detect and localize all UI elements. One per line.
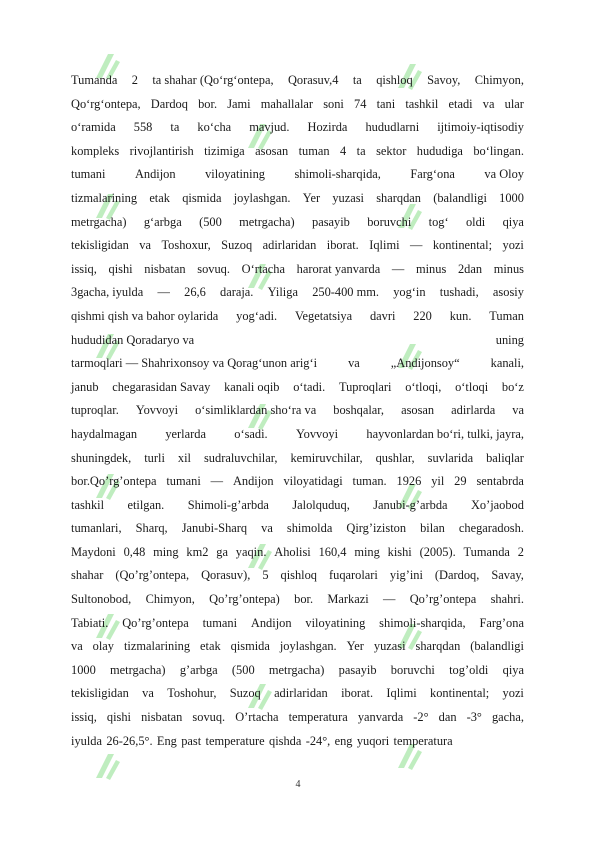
text-word: metrgacha) xyxy=(71,214,127,229)
text-word: 4 xyxy=(340,143,347,158)
text-word: Jalolquduq, xyxy=(292,497,350,512)
text-word: Eng xyxy=(156,733,177,748)
text-line xyxy=(71,423,524,447)
text-word: -24°, xyxy=(305,733,331,748)
text-line xyxy=(71,541,524,565)
text-word: Suzoq xyxy=(229,686,261,701)
text-word: viloyatidagi xyxy=(283,474,343,489)
text-word: Iqlimi xyxy=(386,686,417,701)
text-word: joylashgan. xyxy=(279,639,337,654)
text-word: o‘tloqi xyxy=(455,379,489,394)
text-word: oldi xyxy=(465,214,486,229)
text-word: temperatura xyxy=(288,710,348,725)
text-line xyxy=(71,376,524,400)
text-word: boruvchi xyxy=(367,214,412,229)
text-word: ular xyxy=(504,96,524,111)
text-word: fuqarolari xyxy=(329,568,378,583)
text-word: Sharq, xyxy=(135,521,168,536)
text-word: kun. xyxy=(449,308,472,323)
text-word: Andijon xyxy=(232,474,274,489)
text-word: 2 xyxy=(517,544,524,559)
text-word: Janubi-Sharq xyxy=(181,521,248,536)
text-line xyxy=(71,352,524,376)
text-word: sovuq. xyxy=(192,710,226,725)
text-word: suvlarida xyxy=(427,450,474,465)
text-word: kompleks xyxy=(71,143,120,158)
text-line xyxy=(71,93,524,117)
text-word: Tuproqlari xyxy=(338,379,392,394)
text-word: mavjud. xyxy=(249,120,290,135)
text-word: tashkil xyxy=(71,497,105,512)
text-word: kemiruvchilar, xyxy=(290,450,363,465)
text-word: adirlaridan xyxy=(274,686,328,701)
text-word: Yer xyxy=(302,190,321,205)
text-word: mahallalar xyxy=(260,96,314,111)
text-line xyxy=(71,612,524,636)
text-word: Iqlimi xyxy=(369,238,400,253)
text-word: 2 xyxy=(131,73,138,87)
text-word: Yovvoyi xyxy=(135,403,179,418)
text-word: hududlarni xyxy=(365,120,420,135)
text-word: qiya xyxy=(502,214,524,229)
text-word: shimoli-sharqida, xyxy=(379,615,466,630)
text-word: 5 xyxy=(262,568,269,583)
text-word: yerlarda xyxy=(165,426,206,441)
text-word: tizmalarining xyxy=(123,639,191,654)
text-word: 1000 xyxy=(499,190,524,205)
text-word: 1926 xyxy=(396,474,422,489)
text-word: yig’ini xyxy=(389,568,423,583)
text-line xyxy=(71,447,524,471)
text-word: tekisligidan xyxy=(71,238,129,253)
text-line xyxy=(71,305,524,329)
text-word: ijtimoiy-iqtisodiy xyxy=(437,120,524,135)
text-word: Aholisi xyxy=(274,544,311,559)
text-word: boshqalar, xyxy=(333,403,385,418)
text-word: Farg‘ona xyxy=(410,167,455,182)
text-word: tuman xyxy=(298,143,330,158)
text-line xyxy=(71,494,524,518)
text-word: iborat. xyxy=(326,238,359,253)
text-word: 2dan xyxy=(457,261,483,276)
text-word: bo‘lingan. xyxy=(473,143,524,158)
text-word: 1000 xyxy=(71,662,96,677)
text-word: Qorasuv,4 xyxy=(287,73,339,87)
text-word: (500 xyxy=(231,662,255,677)
text-word: qiya xyxy=(502,662,524,677)
text-word: temperatura xyxy=(393,733,453,748)
text-word: 0,48 xyxy=(123,544,146,559)
text-word: kontinental; xyxy=(432,238,493,253)
text-word: yuzasi xyxy=(332,190,364,205)
text-word: Vegetatsiya xyxy=(294,308,353,323)
text-word: ko‘cha xyxy=(197,120,232,135)
text-word: Yer xyxy=(346,639,364,654)
text-word: Janubi-g’arbda xyxy=(373,497,448,512)
text-line xyxy=(71,329,524,353)
text-word: va xyxy=(71,639,83,654)
text-word: qushlar, xyxy=(375,450,415,465)
text-word: qishi xyxy=(106,710,131,725)
text-word: janub xyxy=(71,379,99,394)
text-word: nisbatan xyxy=(141,710,183,725)
text-word: Markazi xyxy=(327,592,369,607)
text-word: yanvarda xyxy=(357,710,404,725)
text-word: hayvonlardan bo‘ri, tulki, jayra, xyxy=(366,426,524,441)
text-line xyxy=(71,517,524,541)
text-word: tizimiga xyxy=(204,143,245,158)
text-word: Dardoq xyxy=(150,96,188,111)
text-word: rivojlantirish xyxy=(129,143,194,158)
text-word: metrgacha) xyxy=(239,214,295,229)
text-word: eng xyxy=(334,733,353,748)
text-word: „Andijonsoy“ xyxy=(390,356,460,371)
text-word: tog‘ xyxy=(428,214,449,229)
text-line xyxy=(71,682,524,706)
text-word: Qorasuv), xyxy=(201,568,251,583)
text-word: 74 xyxy=(354,96,367,111)
text-word: — xyxy=(210,474,224,489)
text-word: hududiga xyxy=(416,143,463,158)
text-word: yozi xyxy=(502,686,524,701)
text-word: tarmoqlari — Shahrixonsoy va Qorag‘unon arig‘i xyxy=(71,356,318,371)
text-word: iborat. xyxy=(341,686,374,701)
text-word: gacha, xyxy=(491,710,524,725)
text-word: pasayib xyxy=(338,662,377,677)
text-word: km2 xyxy=(186,544,209,559)
text-word: o‘tloqi, xyxy=(405,379,442,394)
text-word: etak xyxy=(149,190,170,205)
text-word: harorat yanvarda xyxy=(296,261,381,276)
text-word: pasayib xyxy=(312,214,350,229)
text-word: Qo’rg’ontepa xyxy=(122,615,189,630)
text-word: Suzoq xyxy=(221,238,253,253)
text-word: 558 xyxy=(133,120,153,135)
text-word: yog‘adi. xyxy=(236,308,278,323)
text-word: (500 xyxy=(199,214,222,229)
text-word: o‘tadi. xyxy=(293,379,326,394)
text-word: — xyxy=(383,592,396,607)
text-word: o‘ramida xyxy=(71,120,116,135)
text-line xyxy=(71,116,524,140)
text-word: sentabrda xyxy=(476,474,524,489)
text-word: iyulda xyxy=(71,733,102,748)
text-word: Tumanda xyxy=(463,544,510,559)
text-word: va xyxy=(348,356,360,371)
text-line xyxy=(71,163,524,187)
text-word: bilan xyxy=(420,521,445,536)
text-word: tani xyxy=(376,96,396,111)
text-word: Tabiati. xyxy=(71,615,109,630)
text-word: yog‘in xyxy=(393,285,426,300)
text-word: boruvchi xyxy=(390,662,435,677)
text-word: Jami xyxy=(227,96,251,111)
text-word: kishi xyxy=(387,544,412,559)
text-word: turli xyxy=(144,450,165,465)
text-word: sharqdan xyxy=(376,190,421,205)
text-word: Maydoni xyxy=(71,544,116,559)
text-word: sudraluvchilar, xyxy=(203,450,278,465)
text-word: uning xyxy=(495,332,524,347)
text-line xyxy=(71,258,524,282)
text-word: va xyxy=(512,403,524,418)
text-word: -2° xyxy=(413,710,429,725)
text-word: ga xyxy=(216,544,228,559)
text-word: (balandligi xyxy=(433,190,487,205)
text-word: tuman. xyxy=(352,474,387,489)
text-word: -3° xyxy=(466,710,482,725)
text-word: tumani xyxy=(71,167,106,182)
text-word: Chimyon, xyxy=(145,592,195,607)
text-word: Qo’rg’ontepa) xyxy=(209,592,280,607)
text-word: joylashgan. xyxy=(233,190,291,205)
text-word: (2005). xyxy=(419,544,456,559)
text-word: Xo’jaobod xyxy=(470,497,524,512)
text-word: Yovvoyi xyxy=(295,426,339,441)
text-word: Qo’rg’ontepa xyxy=(409,592,477,607)
text-word: Chimyon, xyxy=(474,73,524,87)
text-word: metrgacha) xyxy=(268,662,325,677)
text-word: va xyxy=(261,521,273,536)
text-word: kanali, xyxy=(490,356,524,371)
text-word: yaqin. xyxy=(235,544,267,559)
page-number: 4 xyxy=(295,779,301,790)
text-word: yil xyxy=(431,474,445,489)
text-line xyxy=(71,730,524,754)
text-word: ming xyxy=(354,544,380,559)
text-line xyxy=(71,659,524,683)
text-word: Yiliga xyxy=(267,285,298,300)
text-line xyxy=(71,187,524,211)
text-word: yuzasi xyxy=(373,639,406,654)
text-word: Qo‘rg‘ontepa, xyxy=(71,96,141,111)
text-word: adirlarda xyxy=(451,403,496,418)
text-word: ta xyxy=(352,73,362,87)
text-word: Savoy, xyxy=(427,73,461,87)
text-word: g‘arbga xyxy=(143,214,182,229)
text-word: o‘sadi. xyxy=(234,426,268,441)
text-word: (Qo’rg’ontepa, xyxy=(115,568,190,583)
text-word: minus xyxy=(493,261,524,276)
text-word: bo‘z xyxy=(501,379,524,394)
text-word: Hozirda xyxy=(307,120,348,135)
text-word: qishloq xyxy=(280,568,318,583)
text-line xyxy=(71,564,524,588)
text-word: tekisligidan xyxy=(71,686,129,701)
text-line xyxy=(71,399,524,423)
text-word: qismida xyxy=(182,190,222,205)
text-word: — xyxy=(391,261,405,276)
text-word: bor. xyxy=(294,592,314,607)
text-word: minus xyxy=(415,261,447,276)
text-word: daraja. xyxy=(220,285,254,300)
text-word: 26,6 xyxy=(184,285,206,300)
text-line xyxy=(71,211,524,235)
text-word: yuqori xyxy=(356,733,390,748)
text-line xyxy=(71,706,524,730)
text-word: ming xyxy=(153,544,179,559)
text-word: ta xyxy=(356,143,366,158)
text-word: g’arbga xyxy=(179,662,218,677)
text-word: o‘simliklardan sho‘ra va xyxy=(195,403,317,418)
text-word: past xyxy=(181,733,202,748)
text-word: Andijon xyxy=(134,167,176,182)
text-word: davri xyxy=(369,308,396,323)
text-word: — xyxy=(157,285,170,300)
text-word: Savay, xyxy=(491,568,524,583)
text-word: va Oloy xyxy=(484,167,524,182)
text-word: viloyatining xyxy=(305,615,366,630)
text-word: baliqlar xyxy=(486,450,524,465)
text-word: sektor xyxy=(376,143,407,158)
text-word: haydalmagan xyxy=(71,426,138,441)
text-word: Shimoli-g’arbda xyxy=(187,497,269,512)
body-text xyxy=(71,69,524,753)
text-word: Farg’ona xyxy=(479,615,524,630)
text-word: shahar xyxy=(71,568,104,583)
text-word: va xyxy=(142,686,154,701)
text-word: tumani xyxy=(202,615,238,630)
text-line xyxy=(71,470,524,494)
text-word: Andijon xyxy=(250,615,292,630)
text-line xyxy=(71,234,524,258)
text-word: etadi xyxy=(448,96,473,111)
text-word: sovuq. xyxy=(197,261,230,276)
text-word: tumanlari, xyxy=(71,521,122,536)
text-word: chegaradosh. xyxy=(458,521,524,536)
text-line xyxy=(71,281,524,305)
text-word: — xyxy=(410,238,423,253)
text-word: Sultonobod, xyxy=(71,592,132,607)
text-word: (Dardoq, xyxy=(434,568,480,583)
text-word: hududidan Qoradaryo va xyxy=(71,332,195,347)
text-word: 250-400 mm. xyxy=(312,285,379,300)
text-word: viloyatining xyxy=(205,167,265,182)
text-word: va xyxy=(139,238,151,253)
text-word: shimolda xyxy=(286,521,333,536)
text-word: tashkil xyxy=(405,96,439,111)
text-word: chegarasidan Savay xyxy=(112,379,211,394)
text-word: Toshoxur, xyxy=(161,238,211,253)
text-word: asosan xyxy=(255,143,289,158)
text-word: 29 xyxy=(454,474,467,489)
text-word: 26-26,5°. xyxy=(106,733,153,748)
text-word: ta xyxy=(170,120,180,135)
text-line xyxy=(71,588,524,612)
text-word: olay xyxy=(92,639,115,654)
text-word: shahri. xyxy=(490,592,524,607)
text-word: shimoli-sharqida, xyxy=(294,167,381,182)
text-word: metrgacha) xyxy=(110,662,166,677)
text-word: qismida xyxy=(230,639,270,654)
text-word: etak xyxy=(200,639,221,654)
text-word: 3gacha, iyulda xyxy=(71,285,144,300)
text-word: dan xyxy=(438,710,457,725)
text-word: bor.Qo’rg’ontepa xyxy=(71,474,157,489)
text-word: ta shahar (Qo‘rg‘ontepa, xyxy=(152,73,274,87)
text-word: tushadi, xyxy=(439,285,479,300)
text-word: issiq, xyxy=(71,261,97,276)
text-line xyxy=(71,69,524,93)
text-word: qishmi qish va bahor oylarida xyxy=(71,308,219,323)
text-word: O‘rtacha xyxy=(241,261,285,276)
text-word: asosiy xyxy=(492,285,524,300)
text-word: xil xyxy=(177,450,191,465)
text-word: adirlaridan xyxy=(262,238,317,253)
text-word: soni xyxy=(323,96,344,111)
text-word: asosan xyxy=(401,403,435,418)
text-word: shuningdek, xyxy=(71,450,132,465)
text-word: issiq, xyxy=(71,710,97,725)
text-word: (balandligi xyxy=(470,639,524,654)
text-word: kontinental; xyxy=(430,686,490,701)
text-line xyxy=(71,635,524,659)
text-word: O’rtacha xyxy=(235,710,279,725)
text-line xyxy=(71,140,524,164)
text-word: kanali oqib xyxy=(224,379,280,394)
text-word: tizmalarining xyxy=(71,190,138,205)
text-word: Tumanda xyxy=(71,73,118,87)
text-word: Qirg’iziston xyxy=(346,521,407,536)
text-word: sharqdan xyxy=(415,639,461,654)
text-word: qishi xyxy=(108,261,133,276)
text-word: Toshohur, xyxy=(167,686,217,701)
text-word: temperature xyxy=(205,733,265,748)
text-word: 160,4 xyxy=(318,544,347,559)
text-word: Tuman xyxy=(489,308,524,323)
text-word: tumani xyxy=(166,474,201,489)
text-word: yozi xyxy=(502,238,524,253)
text-word: 220 xyxy=(413,308,432,323)
text-word: bor. xyxy=(198,96,218,111)
text-word: va xyxy=(482,96,495,111)
text-word: etilgan. xyxy=(127,497,165,512)
text-word: tuproqlar. xyxy=(71,403,119,418)
text-word: tog’oldi xyxy=(449,662,489,677)
text-word: nisbatan xyxy=(144,261,186,276)
text-word: qishloq xyxy=(376,73,413,87)
text-word: qishda xyxy=(269,733,302,748)
